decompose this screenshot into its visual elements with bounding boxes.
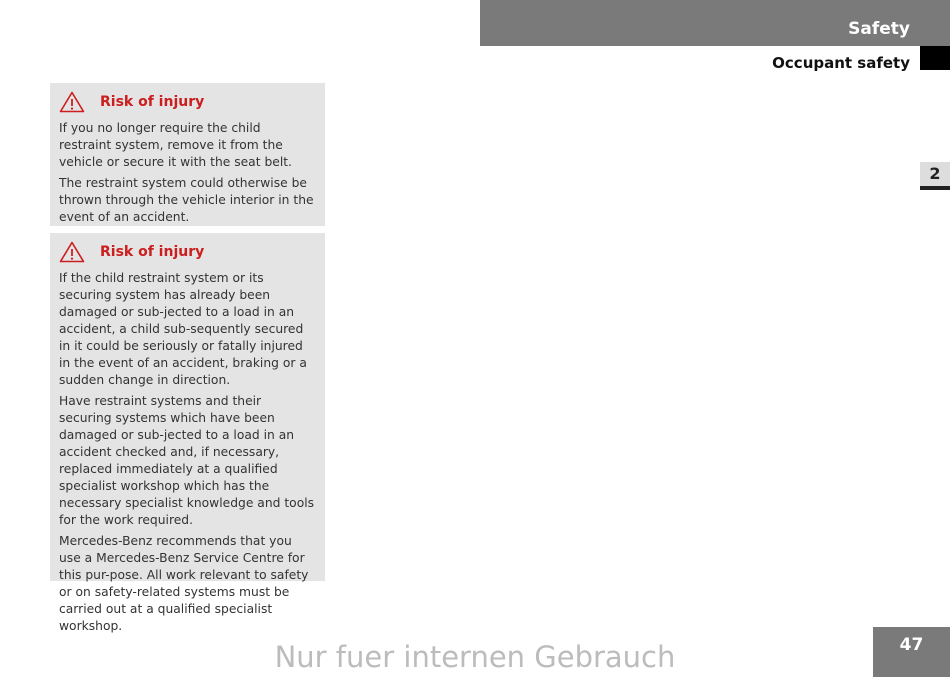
page-subheading: Occupant safety [772,54,910,72]
warning-box [50,233,325,633]
header-bar [480,0,950,46]
section-marker-tab [920,46,950,70]
warning-header [59,241,316,263]
warning-header [59,91,316,113]
warning-paragraph: If you no longer require the child restraint system, remove it from the vehicle or secure it with the seat belt. [59,121,292,169]
warning-paragraph: If the child restraint system or its securing system has already been damaged or sub-jected to a load in an accident, a child sub-sequently secured in it could be seriously or fatally injured in the event of an accident, braking or a sudden change in direction. [59,271,307,387]
watermark: Nur fuer internen Gebrauch [274,640,676,674]
warning-paragraph: Mercedes-Benz recommends that you use a Mercedes-Benz Service Centre for this pur-pose. All work relevant to safety or on safety-related systems must be carried out at a qualified specialist workshop. [59,534,309,633]
warning-triangle-icon [59,241,85,263]
warning-box [50,83,325,226]
warning-paragraph: Have restraint systems and their securing systems which have been damaged or sub-jected to a load in an accident checked and, if necessary, replaced immediately at a qualified specialist workshop which has the necessary specialist knowledge and tools for the work required. [59,394,315,527]
page-number: 47 [873,627,950,677]
section-title: Safety [848,19,910,39]
warning-paragraph: The restraint system could otherwise be thrown through the vehicle interior in the event of an accident. [59,176,314,224]
warning-triangle-icon [59,91,85,113]
chapter-tab: 2 [920,162,950,190]
warning-title: Risk of injury [100,244,205,260]
warning-title: Risk of injury [100,94,205,110]
